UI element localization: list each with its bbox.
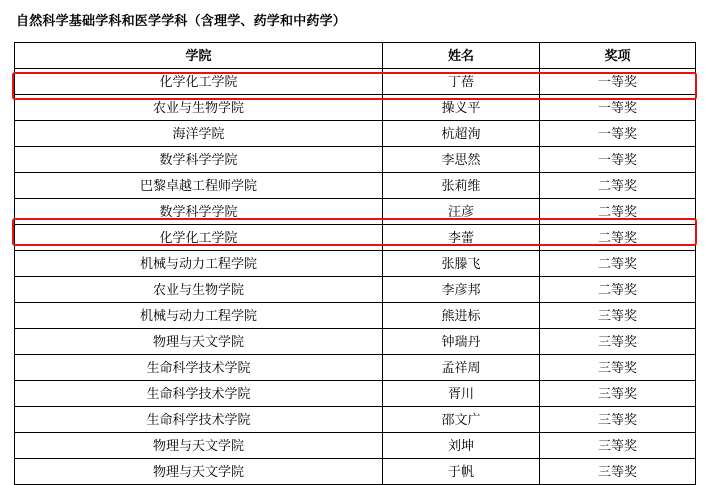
page-title: 自然科学基础学科和医学学科（含理学、药学和中药学） [16, 13, 347, 28]
cell-college: 物理与天文学院 [15, 433, 383, 459]
award-table [14, 42, 696, 485]
cell-college: 物理与天文学院 [15, 459, 383, 485]
cell-award: 三等奖 [540, 433, 696, 459]
table-row [15, 407, 696, 433]
table-row [15, 355, 696, 381]
cell-name: 张莉维 [383, 173, 540, 199]
cell-award: 三等奖 [540, 303, 696, 329]
table-row [15, 199, 696, 225]
cell-award: 一等奖 [540, 95, 696, 121]
cell-name: 孟祥周 [383, 355, 540, 381]
cell-college: 数学科学学院 [15, 147, 383, 173]
cell-award: 一等奖 [540, 69, 696, 95]
cell-award: 三等奖 [540, 407, 696, 433]
table-row [15, 459, 696, 485]
cell-award: 三等奖 [540, 459, 696, 485]
cell-college: 机械与动力工程学院 [15, 251, 383, 277]
cell-name: 李彦邦 [383, 277, 540, 303]
cell-award: 一等奖 [540, 121, 696, 147]
cell-name: 邵文广 [383, 407, 540, 433]
cell-award: 二等奖 [540, 199, 696, 225]
cell-award: 三等奖 [540, 329, 696, 355]
cell-name: 李蕾 [383, 225, 540, 251]
cell-name: 李思然 [383, 147, 540, 173]
cell-award: 三等奖 [540, 355, 696, 381]
table-row [15, 173, 696, 199]
cell-name: 杭超洵 [383, 121, 540, 147]
cell-college: 巴黎卓越工程师学院 [15, 173, 383, 199]
cell-college: 物理与天文学院 [15, 329, 383, 355]
cell-award: 二等奖 [540, 225, 696, 251]
cell-name: 于帆 [383, 459, 540, 485]
cell-college: 数学科学学院 [15, 199, 383, 225]
cell-name: 汪彦 [383, 199, 540, 225]
table-row [15, 225, 696, 251]
cell-college: 化学化工学院 [15, 69, 383, 95]
column-header-name: 姓名 [383, 43, 540, 69]
table-header-row [15, 43, 696, 69]
table-body [15, 69, 696, 485]
cell-college: 生命科学技术学院 [15, 407, 383, 433]
cell-name: 钟瑞丹 [383, 329, 540, 355]
cell-award: 二等奖 [540, 251, 696, 277]
cell-award: 三等奖 [540, 381, 696, 407]
cell-college: 生命科学技术学院 [15, 355, 383, 381]
table-row [15, 147, 696, 173]
cell-award: 二等奖 [540, 173, 696, 199]
cell-college: 海洋学院 [15, 121, 383, 147]
cell-name: 胥川 [383, 381, 540, 407]
cell-name: 熊进标 [383, 303, 540, 329]
cell-name: 操义平 [383, 95, 540, 121]
cell-college: 机械与动力工程学院 [15, 303, 383, 329]
cell-award: 一等奖 [540, 147, 696, 173]
table-row [15, 121, 696, 147]
cell-college: 农业与生物学院 [15, 277, 383, 303]
cell-college: 农业与生物学院 [15, 95, 383, 121]
cell-name: 丁蓓 [383, 69, 540, 95]
table-row [15, 329, 696, 355]
cell-college: 化学化工学院 [15, 225, 383, 251]
table-row [15, 251, 696, 277]
cell-award: 二等奖 [540, 277, 696, 303]
cell-name: 刘坤 [383, 433, 540, 459]
table-row [15, 277, 696, 303]
cell-name: 张滕飞 [383, 251, 540, 277]
table-row [15, 303, 696, 329]
table-row [15, 433, 696, 459]
column-header-college: 学院 [15, 43, 383, 69]
cell-college: 生命科学技术学院 [15, 381, 383, 407]
table-row [15, 381, 696, 407]
column-header-award: 奖项 [540, 43, 696, 69]
table-row [15, 95, 696, 121]
table-row [15, 69, 696, 95]
